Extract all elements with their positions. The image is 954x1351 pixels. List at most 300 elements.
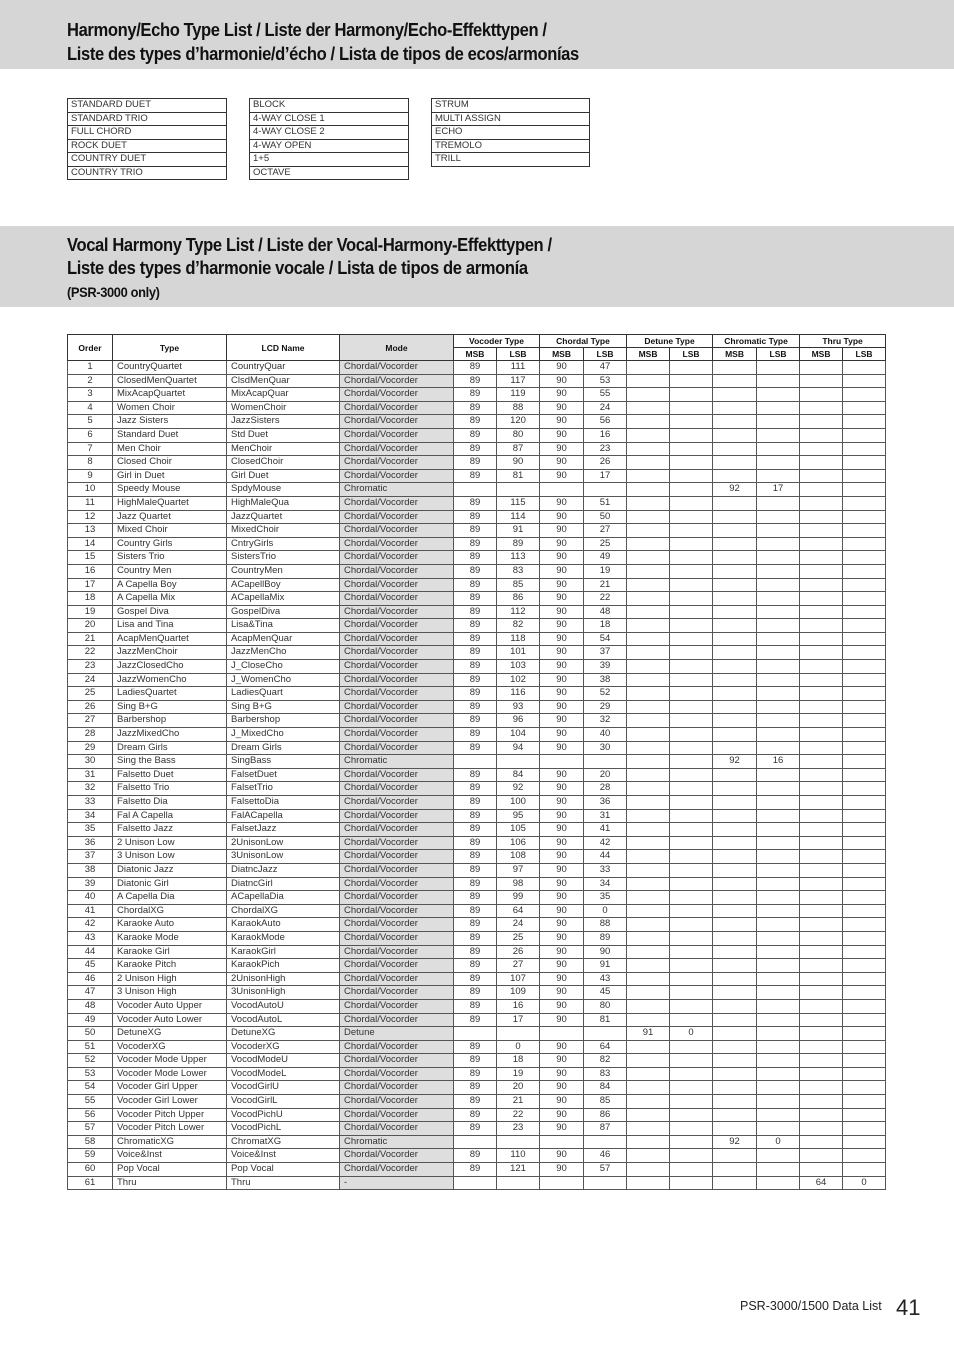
cell-order: 27 (68, 714, 113, 728)
cell-chromatic-lsb (757, 401, 800, 415)
cell-detune-msb (627, 361, 670, 375)
cell-type: JazzClosedCho (113, 660, 227, 674)
cell-detune-lsb (670, 605, 713, 619)
cell-chordal-msb: 90 (540, 782, 584, 796)
cell-type: Fal A Capella (113, 809, 227, 823)
cell-detune-lsb (670, 796, 713, 810)
cell-chordal-lsb: 86 (584, 1108, 627, 1122)
cell-detune-msb (627, 1176, 670, 1190)
cell-thru-msb (800, 714, 843, 728)
cell-detune-msb (627, 496, 670, 510)
harmony-type-name: STRUM (432, 99, 590, 113)
cell-chromatic-lsb (757, 1067, 800, 1081)
cell-detune-msb (627, 1013, 670, 1027)
cell-chromatic-msb (713, 1149, 757, 1163)
cell-detune-msb (627, 877, 670, 891)
cell-detune-msb (627, 836, 670, 850)
cell-chordal-lsb: 82 (584, 1054, 627, 1068)
cell-mode: Chordal/Vocorder (340, 700, 454, 714)
cell-lcd-name: Dream Girls (227, 741, 340, 755)
cell-chromatic-msb (713, 496, 757, 510)
cell-type: Standard Duet (113, 428, 227, 442)
cell-detune-msb (627, 469, 670, 483)
cell-chromatic-lsb (757, 972, 800, 986)
cell-order: 56 (68, 1108, 113, 1122)
table-row (68, 564, 886, 578)
cell-detune-lsb (670, 1163, 713, 1177)
cell-chromatic-lsb: 17 (757, 483, 800, 497)
cell-lcd-name: Lisa&Tina (227, 619, 340, 633)
cell-lcd-name: 2UnisonLow (227, 836, 340, 850)
cell-chordal-lsb: 41 (584, 823, 627, 837)
cell-thru-lsb (843, 660, 886, 674)
cell-thru-msb (800, 1135, 843, 1149)
cell-thru-msb (800, 877, 843, 891)
harmony-list-row (250, 139, 409, 153)
cell-detune-msb (627, 850, 670, 864)
harmony-type-name: ECHO (432, 126, 590, 140)
cell-vocoder-lsb: 101 (497, 646, 540, 660)
table-row (68, 891, 886, 905)
cell-detune-msb (627, 592, 670, 606)
cell-detune-lsb (670, 442, 713, 456)
cell-thru-lsb (843, 877, 886, 891)
cell-lcd-name: MenChoir (227, 442, 340, 456)
cell-chromatic-msb (713, 1013, 757, 1027)
cell-type: Sisters Trio (113, 551, 227, 565)
cell-type: Karaoke Girl (113, 945, 227, 959)
harmony-type-name: TREMOLO (432, 139, 590, 153)
cell-order: 7 (68, 442, 113, 456)
cell-vocoder-lsb: 90 (497, 456, 540, 470)
cell-lcd-name: WomenChoir (227, 401, 340, 415)
harmony-type-name: 4-WAY OPEN (250, 139, 409, 153)
cell-vocoder-lsb: 105 (497, 823, 540, 837)
cell-chromatic-msb (713, 877, 757, 891)
cell-chromatic-msb (713, 564, 757, 578)
cell-chromatic-msb (713, 401, 757, 415)
cell-detune-lsb (670, 456, 713, 470)
cell-chromatic-lsb (757, 673, 800, 687)
cell-detune-msb (627, 972, 670, 986)
cell-mode: Chordal/Vocorder (340, 564, 454, 578)
cell-mode: Chordal/Vocorder (340, 1163, 454, 1177)
cell-chordal-lsb: 85 (584, 1095, 627, 1109)
table-row (68, 768, 886, 782)
cell-chordal-msb: 90 (540, 999, 584, 1013)
cell-thru-lsb: 0 (843, 1176, 886, 1190)
cell-vocoder-lsb: 116 (497, 687, 540, 701)
cell-detune-lsb (670, 578, 713, 592)
cell-detune-lsb: 0 (670, 1027, 713, 1041)
cell-chordal-lsb: 34 (584, 877, 627, 891)
cell-detune-msb (627, 1122, 670, 1136)
cell-detune-lsb (670, 1149, 713, 1163)
header-lsb: LSB (757, 348, 800, 361)
cell-mode: Chordal/Vocorder (340, 1095, 454, 1109)
cell-detune-msb (627, 1163, 670, 1177)
cell-chromatic-msb (713, 796, 757, 810)
cell-thru-msb (800, 442, 843, 456)
cell-detune-lsb (670, 1013, 713, 1027)
cell-chromatic-msb (713, 850, 757, 864)
cell-chordal-lsb: 35 (584, 891, 627, 905)
cell-type: Vocoder Girl Upper (113, 1081, 227, 1095)
cell-detune-msb (627, 999, 670, 1013)
cell-chordal-lsb (584, 1027, 627, 1041)
cell-order: 24 (68, 673, 113, 687)
cell-detune-lsb (670, 714, 713, 728)
cell-vocoder-lsb: 98 (497, 877, 540, 891)
cell-chromatic-msb (713, 361, 757, 375)
cell-type: Thru (113, 1176, 227, 1190)
cell-mode: Detune (340, 1027, 454, 1041)
cell-vocoder-msb: 89 (454, 1081, 497, 1095)
cell-type: A Capella Dia (113, 891, 227, 905)
cell-vocoder-msb: 89 (454, 809, 497, 823)
harmony-list-row (68, 166, 227, 180)
cell-detune-lsb (670, 619, 713, 633)
cell-chordal-msb: 90 (540, 374, 584, 388)
cell-detune-msb (627, 986, 670, 1000)
cell-chordal-lsb: 55 (584, 388, 627, 402)
cell-vocoder-msb: 89 (454, 456, 497, 470)
cell-chordal-msb: 90 (540, 660, 584, 674)
cell-vocoder-msb: 89 (454, 687, 497, 701)
cell-vocoder-lsb: 27 (497, 959, 540, 973)
cell-detune-msb (627, 388, 670, 402)
cell-thru-lsb (843, 469, 886, 483)
cell-chordal-msb: 90 (540, 361, 584, 375)
cell-vocoder-msb (454, 755, 497, 769)
cell-chromatic-msb (713, 945, 757, 959)
cell-mode: Chordal/Vocorder (340, 687, 454, 701)
cell-vocoder-lsb: 92 (497, 782, 540, 796)
cell-mode: Chordal/Vocorder (340, 1067, 454, 1081)
cell-mode: Chordal/Vocorder (340, 388, 454, 402)
cell-lcd-name: VocodAutoL (227, 1013, 340, 1027)
cell-chromatic-msb (713, 700, 757, 714)
cell-order: 57 (68, 1122, 113, 1136)
table-row (68, 809, 886, 823)
harmony-type-name: COUNTRY TRIO (68, 166, 227, 180)
cell-chordal-lsb (584, 483, 627, 497)
cell-order: 4 (68, 401, 113, 415)
cell-type: Falsetto Dia (113, 796, 227, 810)
cell-lcd-name: DiatncJazz (227, 863, 340, 877)
cell-thru-lsb (843, 456, 886, 470)
cell-vocoder-msb (454, 1027, 497, 1041)
cell-lcd-name: ACapellaMix (227, 592, 340, 606)
cell-chordal-msb: 90 (540, 986, 584, 1000)
cell-thru-msb (800, 959, 843, 973)
cell-detune-msb (627, 863, 670, 877)
cell-mode: Chordal/Vocorder (340, 632, 454, 646)
table-row (68, 972, 886, 986)
cell-mode: Chordal/Vocorder (340, 986, 454, 1000)
cell-mode: Chordal/Vocorder (340, 469, 454, 483)
cell-chromatic-lsb (757, 1013, 800, 1027)
cell-chromatic-lsb: 16 (757, 755, 800, 769)
cell-thru-msb (800, 768, 843, 782)
cell-chordal-lsb: 42 (584, 836, 627, 850)
cell-lcd-name: AcapMenQuar (227, 632, 340, 646)
cell-type: AcapMenQuartet (113, 632, 227, 646)
cell-chordal-msb: 90 (540, 714, 584, 728)
cell-chromatic-lsb (757, 768, 800, 782)
harmony-title-line1: Harmony/Echo Type List / Liste der Harmony/Echo-Effekttypen / (67, 20, 547, 40)
cell-lcd-name: ClosedChoir (227, 456, 340, 470)
cell-chromatic-lsb (757, 1122, 800, 1136)
cell-vocoder-msb (454, 483, 497, 497)
cell-lcd-name: Std Duet (227, 428, 340, 442)
cell-chordal-msb: 90 (540, 877, 584, 891)
cell-vocoder-msb: 89 (454, 592, 497, 606)
harmony-list-row (68, 112, 227, 126)
cell-thru-lsb (843, 836, 886, 850)
cell-chordal-lsb: 45 (584, 986, 627, 1000)
cell-chordal-lsb (584, 755, 627, 769)
cell-order: 12 (68, 510, 113, 524)
cell-thru-lsb (843, 524, 886, 538)
table-row (68, 741, 886, 755)
table-row (68, 428, 886, 442)
cell-vocoder-msb (454, 1135, 497, 1149)
cell-chordal-msb: 90 (540, 850, 584, 864)
cell-chromatic-msb (713, 456, 757, 470)
cell-type: 3 Unison Low (113, 850, 227, 864)
cell-vocoder-lsb: 112 (497, 605, 540, 619)
cell-detune-lsb (670, 959, 713, 973)
cell-mode: Chordal/Vocorder (340, 660, 454, 674)
table-row (68, 877, 886, 891)
cell-chromatic-lsb (757, 728, 800, 742)
cell-chromatic-lsb (757, 1163, 800, 1177)
cell-order: 25 (68, 687, 113, 701)
cell-chromatic-lsb (757, 1054, 800, 1068)
harmony-list-row (432, 126, 590, 140)
cell-order: 6 (68, 428, 113, 442)
cell-thru-msb (800, 836, 843, 850)
cell-chromatic-lsb (757, 592, 800, 606)
cell-lcd-name: LadiesQuart (227, 687, 340, 701)
cell-chromatic-lsb (757, 605, 800, 619)
cell-chromatic-lsb (757, 510, 800, 524)
table-row (68, 1135, 886, 1149)
cell-type: Vocoder Auto Upper (113, 999, 227, 1013)
cell-chromatic-lsb (757, 578, 800, 592)
cell-detune-lsb (670, 510, 713, 524)
cell-thru-msb (800, 469, 843, 483)
cell-detune-lsb (670, 741, 713, 755)
cell-chromatic-lsb (757, 1027, 800, 1041)
cell-vocoder-lsb: 84 (497, 768, 540, 782)
cell-type: Mixed Choir (113, 524, 227, 538)
cell-order: 8 (68, 456, 113, 470)
cell-chordal-lsb: 24 (584, 401, 627, 415)
cell-vocoder-lsb: 121 (497, 1163, 540, 1177)
cell-lcd-name: MixedChoir (227, 524, 340, 538)
cell-vocoder-msb: 89 (454, 632, 497, 646)
table-row (68, 401, 886, 415)
cell-order: 20 (68, 619, 113, 633)
cell-chromatic-msb (713, 741, 757, 755)
cell-thru-lsb (843, 496, 886, 510)
cell-type: A Capella Mix (113, 592, 227, 606)
cell-chromatic-msb (713, 1027, 757, 1041)
cell-detune-msb (627, 945, 670, 959)
cell-lcd-name: FalACapella (227, 809, 340, 823)
cell-order: 22 (68, 646, 113, 660)
cell-order: 54 (68, 1081, 113, 1095)
cell-vocoder-lsb: 113 (497, 551, 540, 565)
cell-chromatic-lsb (757, 1081, 800, 1095)
cell-detune-msb (627, 796, 670, 810)
cell-order: 52 (68, 1054, 113, 1068)
cell-thru-lsb (843, 388, 886, 402)
cell-type: Dream Girls (113, 741, 227, 755)
cell-chromatic-msb (713, 1108, 757, 1122)
cell-vocoder-msb: 89 (454, 891, 497, 905)
table-row (68, 524, 886, 538)
cell-vocoder-msb: 89 (454, 728, 497, 742)
cell-vocoder-msb: 89 (454, 1054, 497, 1068)
cell-lcd-name: SistersTrio (227, 551, 340, 565)
cell-chromatic-lsb (757, 1149, 800, 1163)
cell-order: 17 (68, 578, 113, 592)
cell-thru-lsb (843, 578, 886, 592)
cell-mode: Chordal/Vocorder (340, 714, 454, 728)
cell-thru-lsb (843, 918, 886, 932)
table-row (68, 1163, 886, 1177)
cell-detune-lsb (670, 863, 713, 877)
cell-vocoder-msb: 89 (454, 442, 497, 456)
cell-thru-lsb (843, 1149, 886, 1163)
cell-vocoder-lsb: 91 (497, 524, 540, 538)
cell-chordal-msb: 90 (540, 836, 584, 850)
cell-order: 44 (68, 945, 113, 959)
cell-lcd-name: VocodPichU (227, 1108, 340, 1122)
cell-thru-lsb (843, 1067, 886, 1081)
cell-type: Jazz Sisters (113, 415, 227, 429)
cell-mode: Chordal/Vocorder (340, 1108, 454, 1122)
cell-type: Karaoke Mode (113, 931, 227, 945)
table-row (68, 700, 886, 714)
cell-type: Karaoke Auto (113, 918, 227, 932)
cell-chromatic-lsb (757, 687, 800, 701)
cell-thru-lsb (843, 904, 886, 918)
cell-detune-lsb (670, 877, 713, 891)
cell-chordal-lsb: 43 (584, 972, 627, 986)
harmony-list-row (68, 126, 227, 140)
header-lsb: LSB (670, 348, 713, 361)
cell-vocoder-msb: 89 (454, 605, 497, 619)
harmony-list-row (432, 139, 590, 153)
cell-order: 2 (68, 374, 113, 388)
cell-thru-msb (800, 673, 843, 687)
harmony-list-row (250, 153, 409, 167)
cell-order: 42 (68, 918, 113, 932)
cell-chromatic-lsb (757, 863, 800, 877)
cell-chromatic-msb (713, 578, 757, 592)
cell-type: Closed Choir (113, 456, 227, 470)
cell-detune-lsb (670, 469, 713, 483)
footer-label: PSR-3000/1500 Data List (740, 1299, 882, 1313)
cell-chordal-lsb: 31 (584, 809, 627, 823)
table-row (68, 687, 886, 701)
cell-lcd-name: HighMaleQua (227, 496, 340, 510)
cell-vocoder-lsb: 64 (497, 904, 540, 918)
cell-chromatic-lsb (757, 456, 800, 470)
cell-chromatic-msb (713, 728, 757, 742)
cell-chromatic-lsb (757, 714, 800, 728)
cell-thru-lsb (843, 564, 886, 578)
cell-mode: Chordal/Vocorder (340, 945, 454, 959)
cell-mode: Chordal/Vocorder (340, 1054, 454, 1068)
cell-thru-msb (800, 1067, 843, 1081)
cell-thru-msb (800, 605, 843, 619)
vocal-harmony-table (67, 334, 886, 1190)
cell-chordal-msb: 90 (540, 632, 584, 646)
cell-chromatic-lsb (757, 700, 800, 714)
cell-thru-lsb (843, 1040, 886, 1054)
cell-lcd-name: SpdyMouse (227, 483, 340, 497)
cell-type: JazzWomenCho (113, 673, 227, 687)
cell-order: 19 (68, 605, 113, 619)
cell-mode: Chordal/Vocorder (340, 1081, 454, 1095)
cell-mode: Chordal/Vocorder (340, 768, 454, 782)
cell-type: Sing B+G (113, 700, 227, 714)
cell-lcd-name: KaraokMode (227, 931, 340, 945)
header-msb: MSB (540, 348, 584, 361)
table-row (68, 537, 886, 551)
cell-thru-msb (800, 524, 843, 538)
cell-thru-lsb (843, 823, 886, 837)
cell-chromatic-msb (713, 999, 757, 1013)
cell-chromatic-msb (713, 442, 757, 456)
cell-chromatic-msb (713, 1081, 757, 1095)
cell-chordal-lsb: 81 (584, 1013, 627, 1027)
cell-detune-msb (627, 442, 670, 456)
cell-vocoder-lsb: 26 (497, 945, 540, 959)
cell-chordal-msb: 90 (540, 1095, 584, 1109)
cell-vocoder-lsb: 16 (497, 999, 540, 1013)
cell-chordal-lsb (584, 1135, 627, 1149)
cell-chordal-msb: 90 (540, 863, 584, 877)
cell-vocoder-lsb: 80 (497, 428, 540, 442)
cell-mode: Chordal/Vocorder (340, 510, 454, 524)
cell-chordal-lsb: 32 (584, 714, 627, 728)
harmony-list-row (432, 99, 590, 113)
cell-detune-msb (627, 1108, 670, 1122)
table-row (68, 619, 886, 633)
cell-thru-lsb (843, 1108, 886, 1122)
cell-vocoder-msb: 89 (454, 945, 497, 959)
cell-chordal-lsb: 33 (584, 863, 627, 877)
cell-vocoder-lsb: 18 (497, 1054, 540, 1068)
table-row (68, 1013, 886, 1027)
table-row (68, 850, 886, 864)
cell-detune-msb (627, 537, 670, 551)
cell-thru-msb (800, 1149, 843, 1163)
cell-chromatic-lsb (757, 551, 800, 565)
cell-type: 2 Unison Low (113, 836, 227, 850)
cell-order: 23 (68, 660, 113, 674)
cell-type: JazzMenChoir (113, 646, 227, 660)
cell-vocoder-msb: 89 (454, 619, 497, 633)
cell-detune-msb (627, 660, 670, 674)
cell-thru-msb (800, 782, 843, 796)
